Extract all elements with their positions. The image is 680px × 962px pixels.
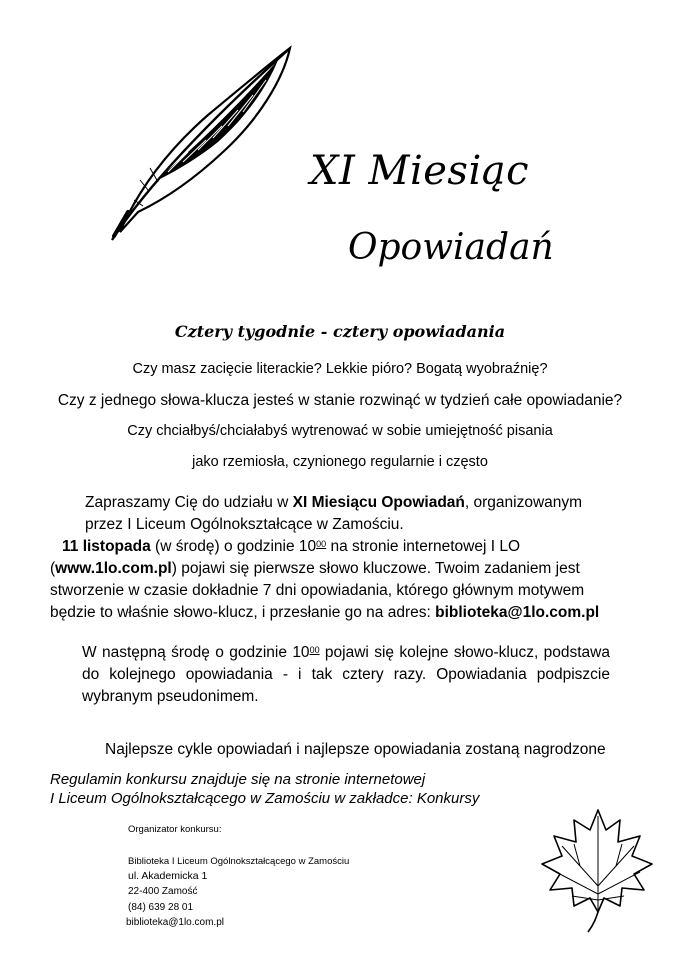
title-line-2: Opowiadań bbox=[348, 227, 554, 268]
question-1: Czy masz zacięcie literackie? Lekkie pióro? Bogatą wyobraźnię? bbox=[132, 361, 548, 377]
invitation-line-2: przez I Liceum Ogólnokształcące w Zamościu. bbox=[85, 516, 404, 533]
quill-feather-icon bbox=[98, 40, 298, 245]
organizer-phone: (84) 639 28 01 bbox=[128, 902, 194, 913]
website-link[interactable]: www.1lo.com.pl bbox=[55, 560, 172, 577]
subtitle: Cztery tygodnie - cztery opowiadania bbox=[174, 322, 506, 341]
maple-leaf-icon bbox=[536, 806, 656, 934]
organizer-heading: Organizator konkursu: bbox=[128, 824, 222, 835]
invitation-line-1: Zapraszamy Cię do udziału w XI Miesiącu Opowiadań, organizowanym bbox=[85, 494, 583, 511]
invitation-line-3: 11 listopada (w środę) o godzinie $10^{00}$ na stronie internetowej I LO bbox=[62, 538, 521, 555]
rules-line-2: I Liceum Ogólnokształcącego w Zamościu w zakładce: Konkursy bbox=[50, 790, 480, 807]
invitation-line-4: (www.1lo.com.pl) pojawi się pierwsze słowo kluczowe. Twoim zadaniem jest bbox=[50, 560, 580, 577]
organizer-email[interactable]: biblioteka@1lo.com.pl bbox=[126, 917, 224, 928]
rules-line-1: Regulamin konkursu znajduje się na stronie internetowej bbox=[50, 771, 426, 788]
title-line-1: XI Miesiąc bbox=[310, 148, 529, 194]
event-name: XI Miesiącu Opowiadań bbox=[292, 494, 465, 511]
organizer-street: ul. Akademicka 1 bbox=[128, 870, 208, 882]
next-week-paragraph: W następną środę o godzinie $10^{00}$ pojawi się kolejne słowo-klucz, podstawa do kolejnego opowiadania - i tak cztery razy. Opowiadania podpiszcie wybranym pseudonimem. bbox=[82, 644, 610, 705]
organizer-city: 22-400 Zamość bbox=[128, 886, 198, 897]
invitation-line-5: stworzenie w czasie dokładnie 7 dni opowiadania, którego głównym motywem bbox=[50, 582, 585, 599]
invitation-line-6: będzie to właśnie słowo-klucz, i przesłanie go na adres: biblioteka@1lo.com.pl bbox=[50, 604, 600, 621]
organizer-name: Biblioteka I Liceum Ogólnokształcącego w Zamościu bbox=[128, 856, 350, 867]
start-date: 11 listopada bbox=[62, 538, 151, 555]
prize-info: Najlepsze cykle opowiadań i najlepsze opowiadania zostaną nagrodzone bbox=[105, 741, 606, 758]
email-link[interactable]: biblioteka@1lo.com.pl bbox=[435, 604, 600, 621]
question-2: Czy z jednego słowa-klucza jesteś w stanie rozwinąć w tydzień całe opowiadanie? bbox=[57, 392, 623, 409]
question-4: jako rzemiosła, czynionego regularnie i często bbox=[192, 454, 488, 470]
question-3: Czy chciałbyś/chciałabyś wytrenować w sobie umiejętność pisania bbox=[127, 423, 553, 439]
